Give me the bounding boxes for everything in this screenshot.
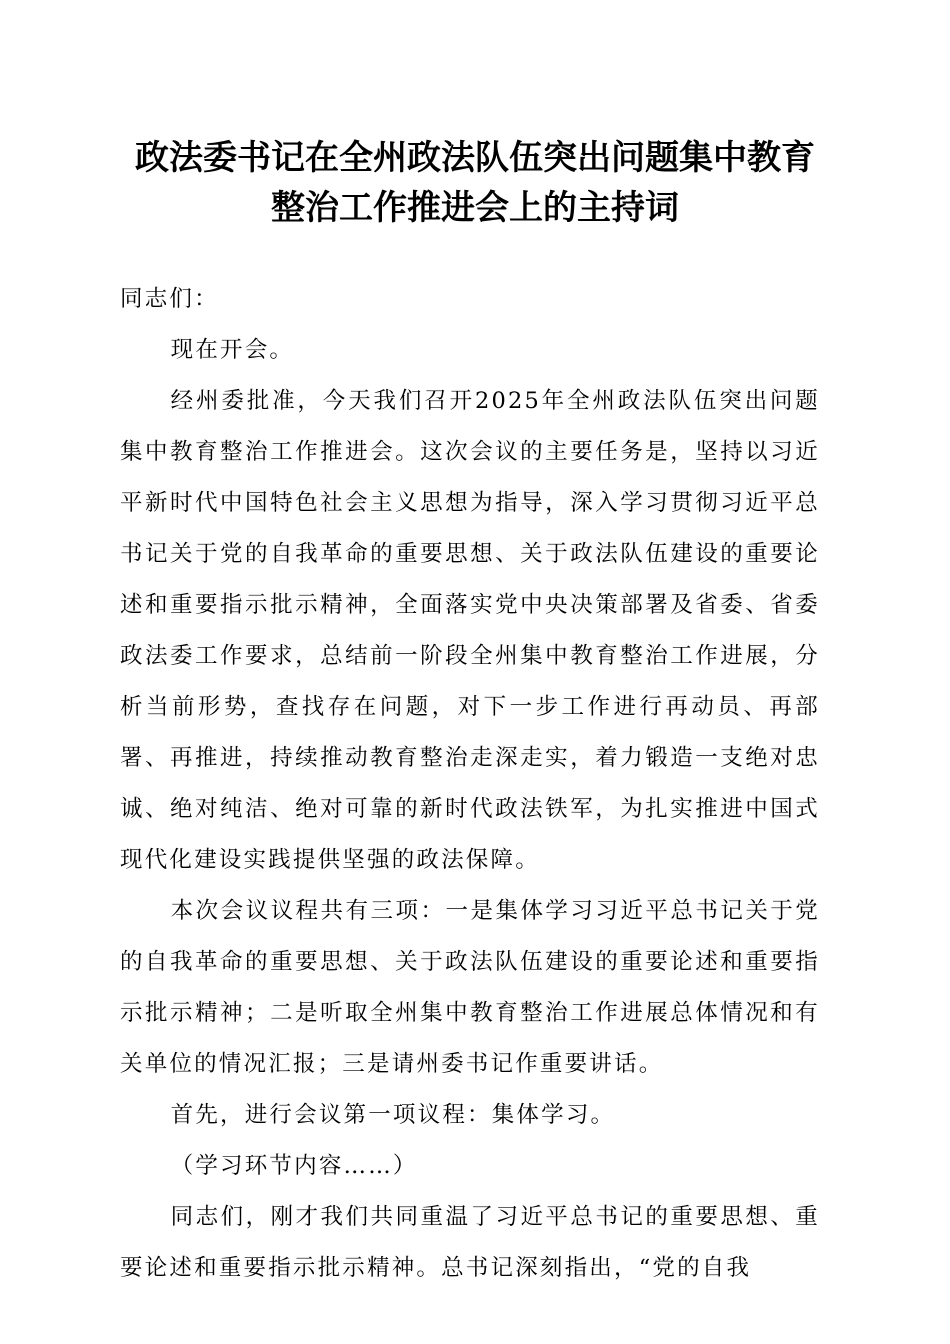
document-body bbox=[120, 274, 820, 1294]
paragraph-meeting-purpose: 经州委批准，今天我们召开2025年全州政法队伍突出问题集中教育整治工作推进会。这次会议的主要任务是，坚持以习近平新时代中国特色社会主义思想为指导，深入学习贯彻习近平总书记关于党的自我革命的重要思想、关于政法队伍建设的重要论述和重要指示批示精神，全面落实党中央决策部署及省委、省委政法委工作要求，总结前一阶段全州集中教育整治工作进展，分析当前形势，查找存在问题，对下一步工作进行再动员、再部署、再推进，持续推动教育整治走深走实，着力锻造一支绝对忠诚、绝对纯洁、绝对可靠的新时代政法铁军，为扎实推进中国式现代化建设实践提供坚强的政法保障。 bbox=[120, 388, 820, 873]
paragraph-study-placeholder: （学习环节内容……） bbox=[170, 1153, 418, 1179]
paragraph-first-item: 首先，进行会议第一项议程：集体学习。 bbox=[170, 1102, 616, 1128]
salutation: 同志们： bbox=[120, 286, 219, 312]
title-line-1: 政法委书记在全州政法队伍突出问题集中教育 bbox=[135, 138, 815, 178]
title-line-2: 整治工作推进会上的主持词 bbox=[271, 188, 679, 228]
paragraph-agenda: 本次会议议程共有三项：一是集体学习习近平总书记关于党的自我革命的重要思想、关于政法队伍建设的重要论述和重要指示批示精神；二是听取全州集中教育整治工作进展总体情况和有关单位的情况汇报；三是请州委书记作重要讲话。 bbox=[120, 898, 820, 1077]
paragraph-study-summary: 同志们，刚才我们共同重温了习近平总书记的重要思想、重要论述和重要指示批示精神。总书记深刻指出，“党的自我 bbox=[120, 1204, 820, 1281]
paragraph-opening: 现在开会。 bbox=[170, 337, 295, 363]
document-title bbox=[100, 133, 850, 233]
